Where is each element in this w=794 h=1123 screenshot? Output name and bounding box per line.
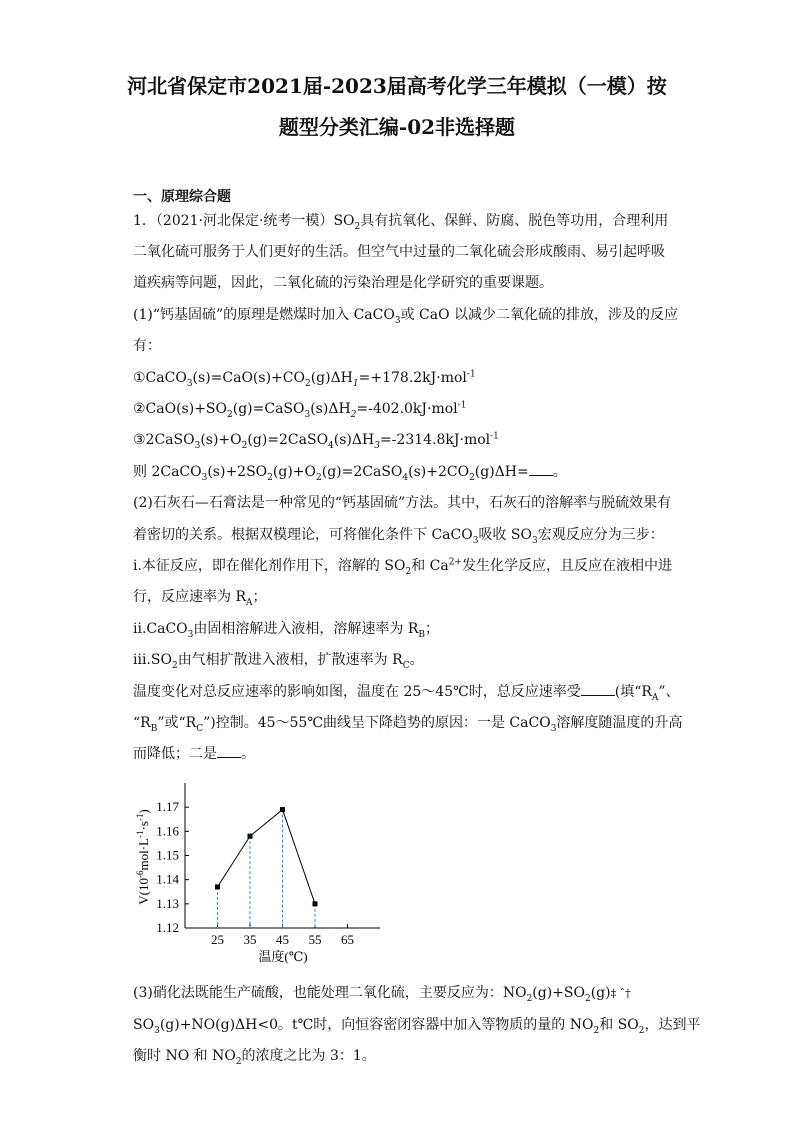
q1-line-1: 1．（2021·河北保定·统考一模）$SO_2$具有抗氧化、保鲜、防腐、脱色等功用，合理利用: [133, 213, 669, 232]
series-line: [218, 810, 316, 904]
overall-reaction: 则 $2CaCO_3(s)+2SO_2(g)+O_2(g)=2CaSO_4(s)+2CO_2(g)\Delta H=$ 。: [133, 464, 567, 483]
part2-line-1: (2)石灰石—石膏法是一种常见的“钙基固硫”方法。其中，石灰石的溶解率与脱硫效果有: [133, 495, 672, 511]
reaction-2: $②CaO(s)+SO_2(g)=CaSO_3(s)\Delta H_2=-402.0kJ\cdot mol^{-1}$: [133, 400, 467, 420]
q1-line-3: 道疾病等问题，因此，二氧化硫的污染治理是化学研究的重要课题。: [133, 275, 553, 291]
reaction-3: $③2CaSO_3(s)+O_2(g)=2CaSO_4(s)\Delta H_3=-2314.8kJ\cdot mol^{-1}$: [133, 431, 499, 451]
x-tick-label: 35: [243, 932, 257, 947]
x-axis-label: 温度(℃): [258, 949, 308, 964]
part1-line-1: (1)“钙基固硫”的原理是燃煤时加入 CaCO$_3$或 CaO 以减少二氧化硫的排放，涉及的反应: [133, 307, 679, 326]
y-tick-label: 1.12: [156, 920, 179, 935]
part3-line-1: (3)硝化法既能生产硫酸，也能处理二氧化硫，主要反应为：$NO_2(g)+SO_2(g)\ddagger$ ˆ†: [133, 985, 631, 1004]
step-i-line-2: 行，反应速率为 $R_A$；: [133, 589, 267, 608]
y-tick-label: 1.15: [156, 847, 179, 863]
answer-blank: [529, 463, 553, 476]
part2-line-2: 着密切的关系。根据双模理论，可将催化条件下 CaCO$_3$吸收 $SO_3$宏观反应分为三步：: [133, 527, 664, 546]
data-point: [215, 884, 220, 889]
temperature-line-3: 而降低；二是 。: [133, 746, 255, 762]
y-tick-label: 1.16: [156, 823, 179, 839]
rate-vs-temperature-chart: [130, 775, 390, 975]
step-i-line-1: i.本征反应，即在催化剂作用下，溶解的 $SO_2$和 $Ca^{2+}$发生化学反应，且反应在液相中进: [133, 557, 672, 577]
temperature-line-1: 温度变化对总反应速率的影响如图，温度在 25～45℃时，总反应速率受 (填“$R_A$”、: [133, 684, 680, 703]
reaction-1: $①CaCO_3(s)=CaO(s)+CO_2(g)\Delta H_1=+178.2kJ\cdot mol^{-1}$: [133, 369, 476, 389]
data-point: [248, 834, 253, 839]
step-iii: $iii.SO_2$由气相扩散进入液相，扩散速率为 $R_C$。: [133, 652, 424, 671]
doc-title-line-1: 河北省保定市2021届-2023届高考化学三年模拟（一模）按: [127, 74, 667, 98]
x-tick-label: 25: [211, 932, 224, 947]
step-ii: ii.CaCO$_3$由固相溶解进入液相，溶解速率为 $R_B$；: [133, 621, 440, 640]
answer-blank: [581, 683, 615, 696]
y-tick-label: 1.13: [156, 895, 179, 911]
part3-line-2: $SO_3(g)+NO(g)\Delta H<0$。t℃时，向恒容密闭容器中加入等物质的量的 $NO_2$和 $SO_2$，达到平: [133, 1017, 701, 1036]
temperature-line-2: “$R_B$”或“$R_C$”)控制。45～55℃曲线呈下降趋势的原因：一是 CaCO$_3$溶解度随温度的升高: [133, 715, 683, 734]
x-tick-label: 65: [341, 932, 354, 947]
answer-blank: [217, 745, 241, 758]
y-tick-label: 1.14: [156, 871, 179, 887]
q1-line-2: 二氧化硫可服务于人们更好的生活。但空气中过量的二氧化硫会形成酸雨、易引起呼吸: [133, 244, 665, 260]
chart-axes: [156, 783, 380, 947]
section-heading: 一、原理综合题: [133, 189, 231, 205]
y-axis-label: $V(10^{-6}mol\cdot L^{-1}\cdot s^{-1})$: [135, 809, 151, 905]
doc-title-line-2: 题型分类汇编-02非选择题: [278, 115, 516, 139]
data-point: [280, 807, 285, 812]
part3-line-3: 衡时 NO 和 $NO_2$的浓度之比为 3：1。: [133, 1048, 376, 1067]
data-point: [313, 901, 318, 906]
x-tick-label: 45: [276, 932, 289, 947]
y-tick-label: 1.17: [156, 799, 179, 815]
part1-line-2: 有：: [133, 338, 161, 354]
x-tick-label: 55: [308, 932, 322, 947]
chart-marks: [215, 807, 318, 928]
